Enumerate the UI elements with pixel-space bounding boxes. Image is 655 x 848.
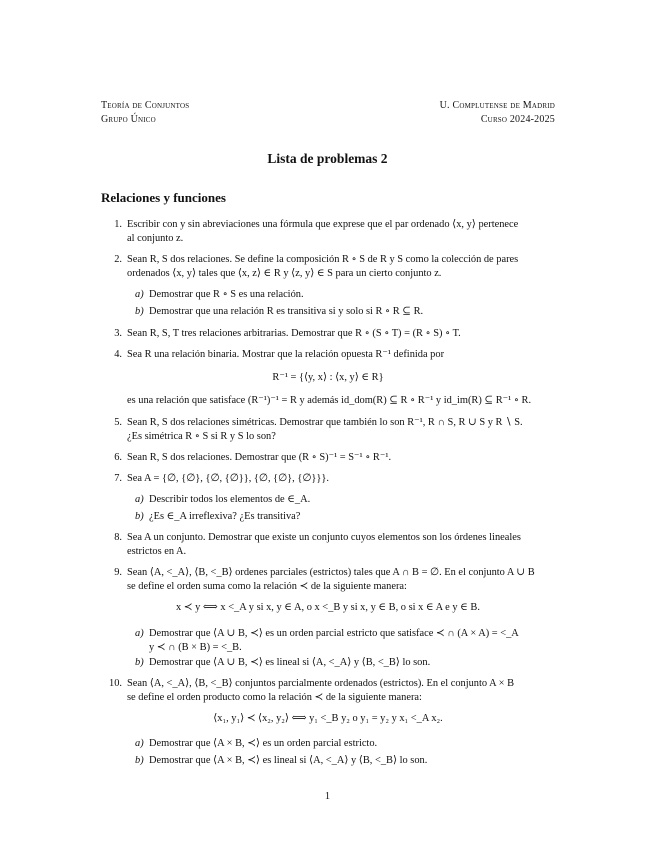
subproblem [127, 288, 555, 302]
page-title: Lista de problemas 2 [267, 151, 388, 166]
problem-text: Sea A = {∅, {∅}, {∅, {∅}}, {∅, {∅}, {∅}}}. [127, 473, 329, 484]
subproblem-label: a) [135, 738, 144, 749]
problem-line: ¿Es simétrica R ∘ S si R y S lo son? [127, 431, 276, 442]
subproblem [127, 656, 555, 670]
subproblem [127, 493, 555, 507]
problem-item [101, 327, 555, 341]
problem-line: Sean ⟨A, <_A⟩, ⟨B, <_B⟩ ordenes parciales (estrictos) tales que A ∩ B = ∅. En el conjunto A ∪ B [127, 567, 535, 578]
problem-number: 4. [114, 349, 122, 360]
problem-number: 8. [114, 532, 122, 543]
subproblem [127, 627, 555, 655]
subproblem-text [149, 627, 555, 655]
problem-number: 9. [114, 567, 122, 578]
section-heading: Relaciones y funciones [101, 190, 226, 205]
problem-number: 6. [114, 452, 122, 463]
problem-number: 10. [109, 678, 122, 689]
problem-item [101, 472, 555, 486]
subproblem-text: ¿Es ∈_A irreflexiva? ¿Es transitiva? [149, 511, 301, 522]
problem-number: 1. [114, 219, 122, 230]
problem-text [127, 531, 555, 559]
problem-text [127, 677, 555, 705]
subproblem-line: y ≺ ∩ (B × B) = <_B. [149, 642, 242, 653]
problem-item [101, 348, 555, 362]
problem-item [101, 677, 555, 705]
problem-item [101, 566, 555, 594]
problem-number: 7. [114, 473, 122, 484]
problem-text [127, 566, 555, 594]
subproblem-text: Demostrar que ⟨A × B, ≺⟩ es un orden parcial estricto. [149, 738, 378, 749]
subproblem-text: Describir todos los elementos de ∈_A. [149, 494, 311, 505]
subproblem-label: b) [135, 657, 144, 668]
problem-line: Sean R, S dos relaciones. Se define la composición R ∘ S de R y S como la colección de pares [127, 254, 519, 265]
problem-continuation [101, 394, 555, 408]
problem-line: Sean R, S dos relaciones simétricas. Demostrar que también lo son R⁻¹, R ∩ S, R ∪ S y R ∖ S. [127, 417, 523, 428]
subproblem-text: Demostrar que ⟨A ∪ B, ≺⟩ es lineal si ⟨A, <_A⟩ y ⟨B, <_B⟩ lo son. [149, 657, 431, 668]
subproblem-line: Demostrar que ⟨A ∪ B, ≺⟩ es un orden parcial estricto que satisface ≺ ∩ (A × A) = <_A [149, 628, 519, 639]
problem-number: 5. [114, 417, 122, 428]
course-name: Teoría de Conjuntos [101, 100, 190, 111]
subproblem [127, 510, 555, 524]
problem-line: Sean ⟨A, <_A⟩, ⟨B, <_B⟩ conjuntos parcialmente ordenados (estrictos). En el conjunto A × B [127, 678, 515, 689]
problem-text [127, 253, 555, 281]
subproblem [127, 737, 555, 751]
problem-item [101, 253, 555, 281]
subproblem-label: a) [135, 628, 144, 639]
subproblem [127, 305, 555, 319]
problem-line: se define el orden producto como la relación ≺ de la siguiente manera: [127, 692, 422, 703]
display-formula: R⁻¹ = {⟨y, x⟩ : ⟨x, y⟩ ∈ R} [272, 372, 384, 383]
subproblem-label: b) [135, 511, 144, 522]
group-name: Grupo Único [101, 114, 156, 125]
problem-line: al conjunto z. [127, 233, 184, 244]
problem-item [101, 218, 555, 246]
university-name: U. Complutense de Madrid [439, 100, 555, 111]
subproblem-label: b) [135, 306, 144, 317]
problem-line: se define el orden suma como la relación ≺ de la siguiente manera: [127, 581, 407, 592]
problem-line: ordenados ⟨x, y⟩ tales que ⟨x, z⟩ ∈ R y ⟨z, y⟩ ∈ S para un cierto conjunto z. [127, 268, 442, 279]
problem-number: 3. [114, 328, 122, 339]
problem-line: Escribir con y sin abreviaciones una fórmula que exprese que el par ordenado ⟨x, y⟩ pertenece [127, 219, 519, 230]
problem-item [101, 451, 555, 465]
problem-line: Sea A un conjunto. Demostrar que existe un conjunto cuyos elementos son los órdenes lineales [127, 532, 521, 543]
problem-number: 2. [114, 254, 122, 265]
subproblem-label: a) [135, 494, 144, 505]
problem-text: Sean R, S dos relaciones. Demostrar que (R ∘ S)⁻¹ = S⁻¹ ∘ R⁻¹. [127, 452, 392, 463]
problem-text: Sean R, S, T tres relaciones arbitrarias. Demostrar que R ∘ (S ∘ T) = (R ∘ S) ∘ T. [127, 328, 461, 339]
subproblem [127, 754, 555, 768]
page-number: 1 [324, 791, 331, 802]
display-formula: x ≺ y ⟺ x <_A y si x, y ∈ A, o x <_B y si x, y ∈ B, o si x ∈ A e y ∈ B. [176, 602, 480, 613]
subproblem-text: Demostrar que R ∘ S es una relación. [149, 289, 304, 300]
problem-item [101, 416, 555, 444]
subproblem-text: Demostrar que una relación R es transitiva si y solo si R ∘ R ⊆ R. [149, 306, 424, 317]
problem-text: es una relación que satisface (R⁻¹)⁻¹ = R y además id_dom(R) ⊆ R ∘ R⁻¹ y id_im(R) ⊆ R⁻¹ ∘ R. [127, 395, 532, 406]
display-formula: ⟨x₁, y₁⟩ ≺ ⟨x₂, y₂⟩ ⟺ y₁ <_B y₂ o y₁ = y₂ y x₁ <_A x₂. [213, 713, 443, 724]
header-left [101, 99, 189, 127]
subproblem-text: Demostrar que ⟨A × B, ≺⟩ es lineal si ⟨A, <_A⟩ y ⟨B, <_B⟩ lo son. [149, 755, 428, 766]
problem-line: estrictos en A. [127, 546, 187, 557]
subproblem-label: b) [135, 755, 144, 766]
problem-item [101, 531, 555, 559]
header-right [440, 99, 555, 127]
problem-text [127, 416, 555, 444]
subproblem-label: a) [135, 289, 144, 300]
problem-text: Sea R una relación binaria. Mostrar que la relación opuesta R⁻¹ definida por [127, 349, 445, 360]
academic-year: Curso 2024-2025 [480, 114, 555, 125]
problem-text [127, 218, 555, 246]
